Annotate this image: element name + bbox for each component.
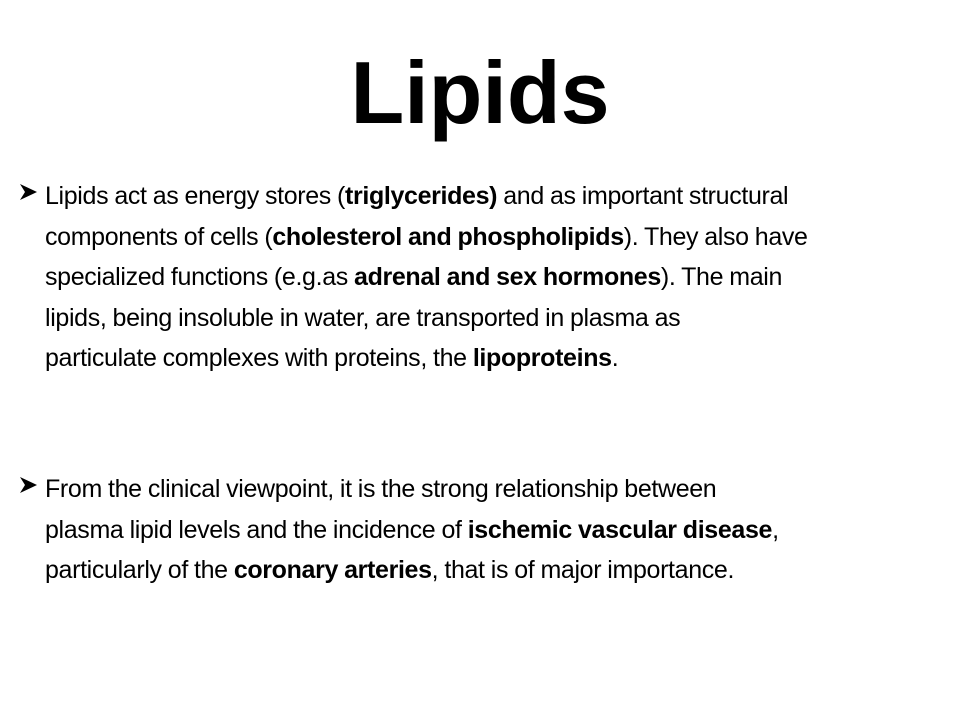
bullet-text [45,176,928,379]
text-run: plasma lipid levels and the incidence of [45,515,468,544]
text-run: particularly of the [45,556,234,584]
bold-run: ischemic vascular disease [467,515,773,544]
text-run: specialized functions (e.g.as [45,263,355,291]
text-run: . [611,344,619,372]
text-run: and as important structural [497,182,789,210]
bullet-line [45,510,928,551]
bullet-line [45,217,928,258]
bold-run: cholesterol and phospholipids [272,222,624,251]
bold-run: coronary arteries [233,556,432,584]
text-run: , [772,515,779,544]
bullet-line [45,338,928,379]
text-run: Lipids act as energy stores ( [45,182,345,210]
bullet-item [16,176,928,379]
text-run: ). They also have [623,222,808,251]
bold-run: adrenal and sex hormones [354,263,661,291]
bold-run: triglycerides) [345,182,498,210]
bullet-line [45,469,928,510]
text-run: particulate complexes with proteins, the [45,344,473,372]
text-run: components of cells ( [45,222,273,251]
slide-title: Lipids [350,43,610,142]
arrowhead-bullet-icon [16,180,40,204]
text-run: From the clinical viewpoint, it is the strong relationship between [45,475,717,503]
bold-run: lipoproteins [472,344,612,372]
bullet-line [45,176,928,217]
bullet-text [45,469,928,591]
bullet-line [45,298,928,339]
text-run: ). The main [660,263,783,291]
bullet-item [16,469,928,591]
bullet-line [45,550,928,591]
arrowhead-bullet-icon [16,473,40,497]
text-run: , that is of major importance. [431,556,735,584]
bullet-line [45,257,928,298]
text-run: lipids, being insoluble in water, are transported in plasma as [45,303,681,332]
